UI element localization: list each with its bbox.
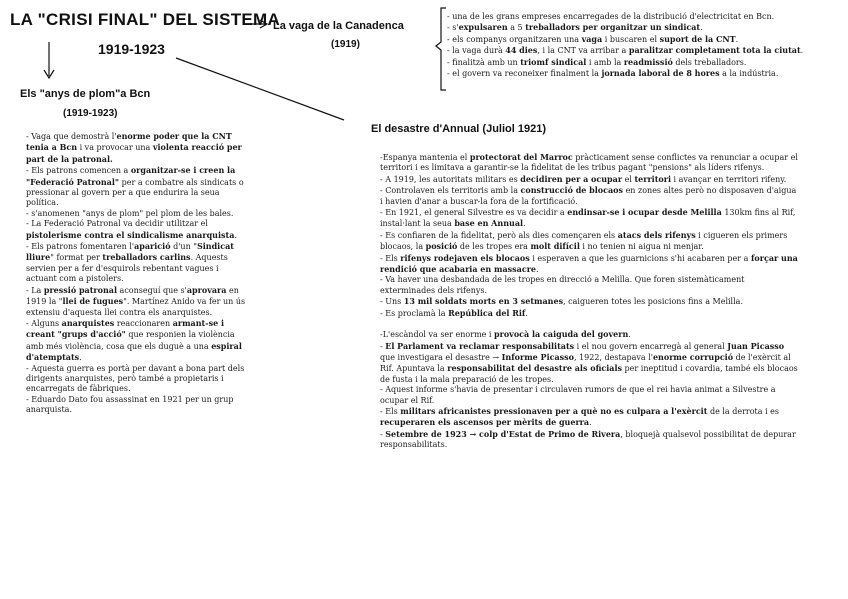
text: - Alguns [26,318,62,328]
list-item [380,308,800,319]
list-item [380,329,800,340]
bold-text: aparició [134,241,171,252]
text: - [380,341,386,351]
text: - Els [380,253,401,263]
bold-text: paralitzar completament tota la ciutat [628,45,801,56]
text: - Controlaven els territoris amb la [380,186,521,196]
text: i va provocar una [77,143,153,153]
list-item [26,241,248,285]
list-item [26,165,248,209]
text: - Els patrons fomentaren l' [26,242,135,252]
section-title-annual: El desastre d'Annual (Juliol 1921) [371,123,547,135]
text: - el govern va reconeixer finalment la [447,69,602,79]
bold-text: forçar una rendició que acabaria en massacre [380,252,798,275]
bold-text: República del Rif [448,307,526,318]
text: per ineptitud i covardia, també els blocaos de fusta i la mala preparació de les tropes. [380,364,798,384]
annual-list [380,152,800,451]
text: . [536,265,539,275]
bold-text: El Parlament va reclamar responsabilitats [385,340,575,351]
list-item [26,285,248,318]
text: - Aquesta guerra es portà per davant a bona part dels dirigents anarquistes, però també a propietaris i encarregats de fàbriques. [26,363,245,394]
text: a la indústria. [719,69,779,79]
text: - finalitzà amb un [447,57,521,67]
text: . Aquests servien per a fer d'esquirols rebentant vagues i actuant com a pistolers. [26,253,228,284]
list-item [380,185,800,207]
text: - Es confiaren de la fidelitat, però als dies començaren els [380,230,618,240]
canadenca-list [447,12,847,79]
text: de la derrota i es [707,406,780,416]
list-item [26,395,248,416]
text: d'un " [170,242,197,252]
bold-text: Setembre de 1923 → colp d'Estat de Primo de Rivera [385,428,621,439]
bold-text: endinsar-se i ocupar desde Melilla [567,207,722,218]
list-item [380,406,800,429]
text: i esperaven a que les guarnicions s'hi acabaren per a [529,253,751,263]
anys-plom-list [26,131,248,416]
text: de les tropes era [457,242,531,252]
bold-text: llei de fugues [62,296,124,307]
section-years-anys-plom: (1919-1923) [63,108,118,119]
text: , caigueren totes les posicions fins a Melilla. [563,297,743,307]
list-item [26,318,248,364]
bold-text: decidiren per a ocupar [520,173,623,184]
bold-text: readmissió [623,56,673,67]
text: - La [26,285,44,295]
list-item [380,207,800,230]
text: . [79,353,82,363]
text: pràcticament sense conflictes va renunciar a ocupar el territori i es limitava a garantir-se la fidelitat de les tribus pagant "pensions" als líders rifenys. [380,153,798,173]
text: i avançar en territori rifeny. [671,174,787,184]
annual-gap [380,319,800,329]
text: - A 1919, les autoritats militars es [380,174,521,184]
list-item [26,364,248,395]
text: , i la CNT va arribar a [537,46,629,56]
list-item [447,12,847,22]
bold-text: organitzar-se i creen la "Federació Patronal" [26,165,236,187]
text: dels treballadors. [672,57,747,67]
text: reaccionaren [114,318,173,328]
text: - La Federació Patronal va decidir utilitzar el [26,219,208,229]
bold-text: protectorat del Marroc [469,152,573,162]
text: . [523,219,526,229]
text: . [628,330,631,340]
bold-text: 44 dies [505,45,538,56]
text: . [800,46,804,56]
text: - En 1921, el general Silvestre es va decidir a [380,208,568,218]
section-title-anys-plom: Els "anys de plom"a Bcn [20,88,151,100]
text: - Va haver una desbandada de les tropes en direcció a Melilla. Que foren sistemàticament exterminades dels rifenys. [380,275,745,295]
text: - Els patrons comencen a [26,166,131,176]
bold-text: construcció de blocaos [520,185,624,196]
bold-text: treballadors carlins [102,252,191,263]
list-item [380,253,800,276]
text: - la vaga durà [447,46,506,56]
bold-text: base en Annual [454,218,524,229]
bold-text: violenta reacció per part de la patronal. [26,142,242,164]
annual-list-part1 [380,152,800,319]
bold-text: responsabilitat del desastre als oficials [447,363,623,374]
bold-text: militars africanistes pressionaven per a què no es culpara a l'exèrcit [400,405,708,416]
text: - s' [447,23,459,33]
bold-text: jornada laboral de 8 hores [601,68,720,79]
list-item [447,45,847,56]
bold-text: Sindicat lliure [26,241,234,263]
text: - Es proclamà la [380,308,449,318]
annual-list-part2 [380,329,800,450]
bold-text: treballadors per organitzar un sindicat [525,22,701,33]
bold-text: aprovara [186,284,227,295]
list-item [380,296,800,307]
list-item [26,131,248,165]
bold-text: molt difícil [530,241,580,252]
bold-text: pressió patronal [43,284,118,295]
text: i buscaren el [602,34,660,44]
bold-text: vaga [581,33,603,44]
bold-text: anarquistes [61,317,115,328]
text: - Aquest informe s'havia de presentar i circulaven rumors de que el rei havia animat a Silvestre a ocupar el Rif. [380,385,776,405]
list-item [380,174,800,185]
text: i el nou govern encarregà al general [574,341,728,351]
text: i cigueren els primers blocaos, la [380,230,788,252]
list-item [380,230,800,253]
bold-text: 13 mil soldats morts en 3 setmanes [403,296,564,307]
section-years-canadenca: (1919) [331,39,360,50]
list-item [447,57,847,68]
text: - Uns [380,297,404,307]
text: i no tenien ni aigua ni menjar. [579,242,704,252]
list-item [380,275,800,296]
text: i amb la [586,57,624,67]
text: en 1919 la " [26,285,239,307]
list-item [26,209,248,219]
text: - [380,429,386,439]
text: , bloquejà qualsevol possibilitat de depurar responsabilitats. [380,429,796,450]
text: a 5 [507,23,526,33]
text: " format per [50,253,103,263]
text: de l'exèrcit al Rif. Apuntava la [380,352,791,374]
text: 130km fins al Rif, instal·lant la seua [380,208,796,229]
bold-text: posició [425,241,458,252]
brace-bracket [436,8,446,90]
text: en zones altes però no disposaven d'aigua i havien d'anar a buscar-la fora de la fortificació. [380,186,797,206]
page-title: LA "CRISI FINAL" DEL SISTEMA [10,10,281,29]
bold-text: espiral d'atemptats [26,340,242,363]
text: -L'escàndol va ser enorme i [380,330,495,340]
bold-text: recuperaren els ascensos per mèrits de guerra [380,417,590,428]
diagonal-arrow-line [176,58,344,120]
text: que investigara el desastre → [380,352,502,362]
text: . [735,34,739,44]
section-title-canadenca: La vaga de la Canadenca [273,20,404,32]
text: el [622,174,635,184]
bold-text: atacs dels rifenys [617,229,696,240]
list-item [380,341,800,386]
text: aconseguí que s' [117,285,187,295]
list-item [380,385,800,406]
bold-text: armant-se i creant "grups d'acció" [26,317,224,340]
text: - Els [380,406,401,416]
text: -Espanya mantenia el [380,153,470,162]
list-item [447,68,847,79]
bold-text: enorme corrupció [652,351,734,362]
text: . [525,308,528,318]
text: ". Martínez Anido va fer un ús extensiu d'aquesta llei contra els anarquistes. [26,297,246,317]
bold-text: provocà la caiguda del govern [494,329,629,340]
list-item [447,22,847,33]
bold-text: Juan Picasso [727,340,785,351]
bold-text: enorme poder que la CNT tenia a Bcn [26,131,232,153]
bold-text: pistolerisme contra el sindicalisme anarquista [26,229,235,240]
text: . [589,418,592,428]
bold-text: territori [634,173,671,184]
bold-text: expulsaren [458,22,508,33]
text: per a combatre als sindicats o pressionar al govern per a que endurira la seua política. [26,177,244,208]
text: . [700,23,703,33]
text: - Vaga que demostrà l' [26,132,117,141]
text: . [234,230,237,240]
text: - una de les grans empreses encarregades de la distribució d'electricitat en Bcn. [447,12,775,21]
bold-text: rifenys rodejaven els blocaos [400,252,530,263]
text: , 1922, destapava l' [574,352,653,362]
text: - Eduardo Dato fou assassinat en 1921 per un grup anarquista. [26,394,234,415]
list-item [447,34,847,45]
text: que responien la violència amb més violència, cosa que els duguè a una [26,330,235,351]
bold-text: triomf sindical [520,56,587,67]
list-item [26,219,248,241]
list-item [380,429,800,451]
list-item [380,152,800,174]
bold-text: suport de la CNT [659,33,736,44]
text: - s'anomenen "anys de plom" pel plom de les bales. [26,208,234,218]
page-years: 1919-1923 [98,41,165,57]
text: - els companys organitzaren una [447,34,582,44]
bold-text: Informe Picasso [501,351,574,362]
